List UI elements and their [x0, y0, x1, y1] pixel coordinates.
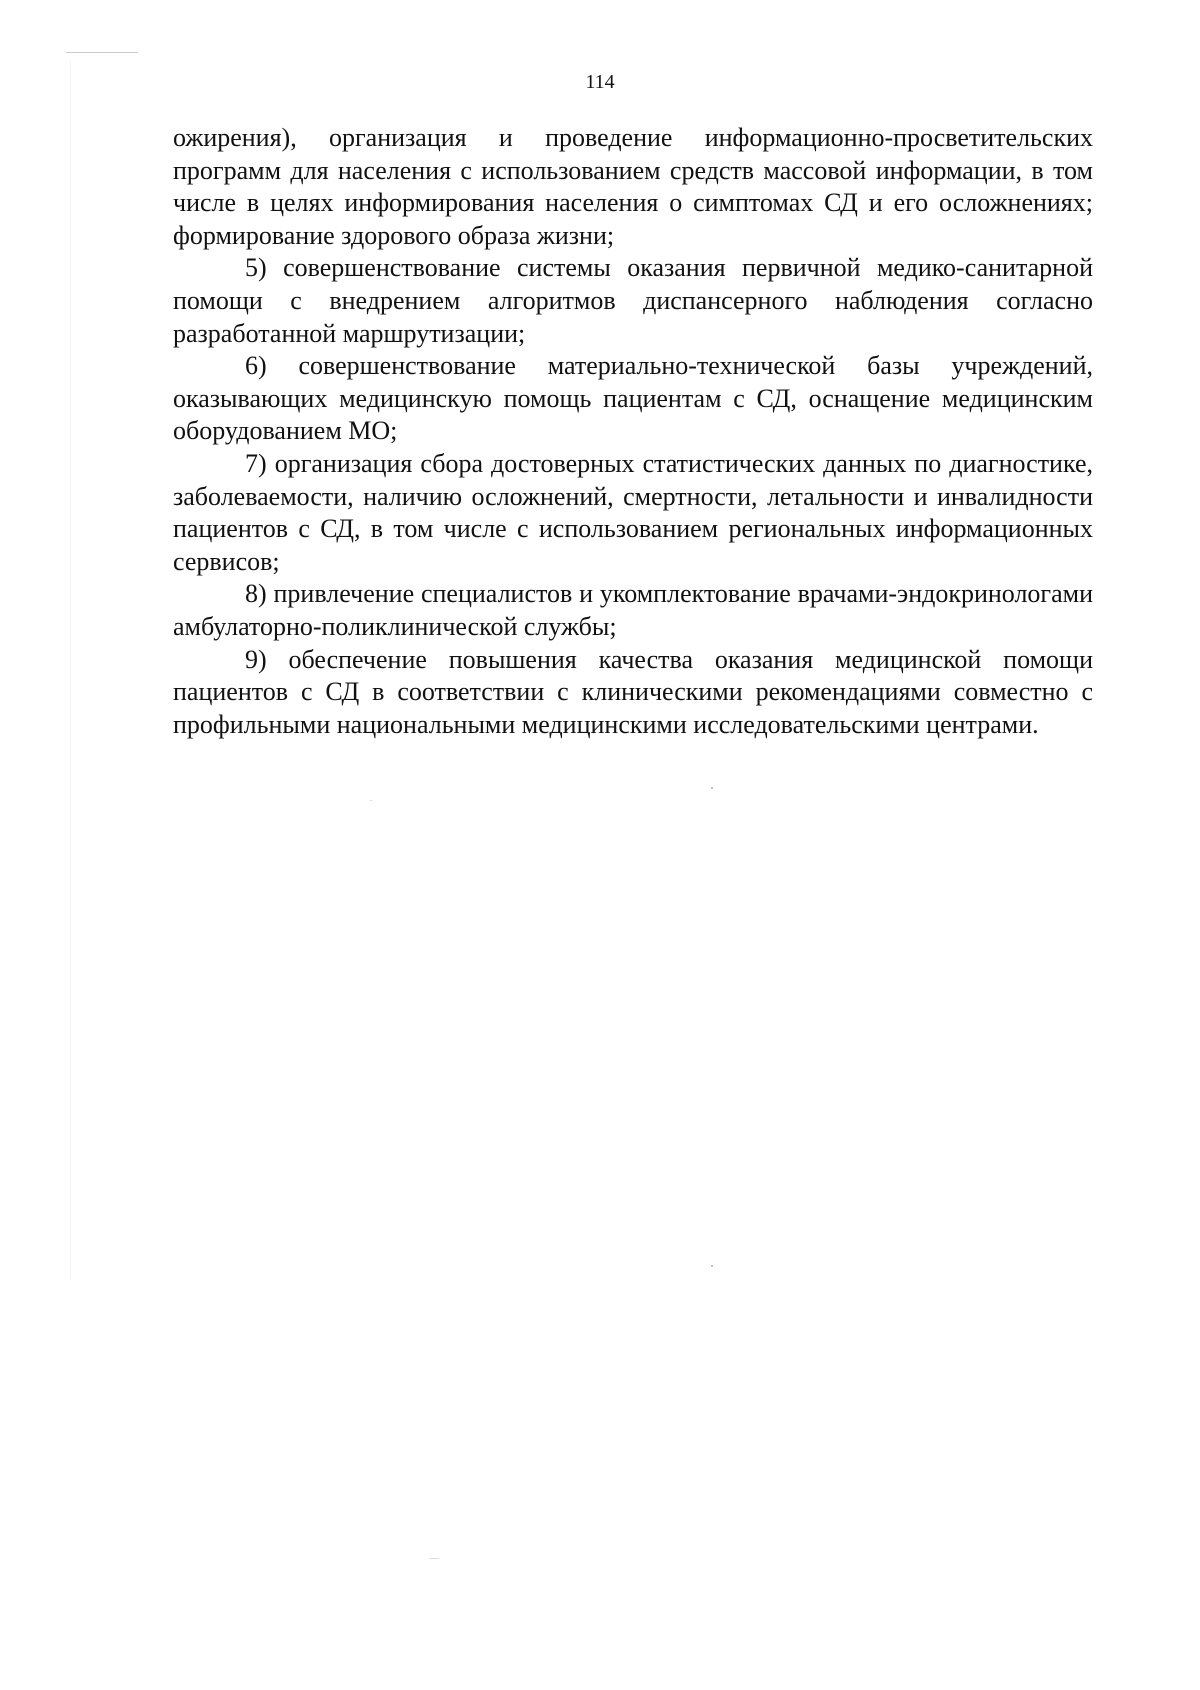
- scan-artifact: [66, 52, 138, 53]
- list-item-9: 9) обеспечение повышения качества оказания медицинской помощи пациентов с СД в соответствии с клиническими рекомендациями совместно с профильными национальными медицинскими исследовательскими центрами.: [173, 644, 1093, 739]
- scan-artifact: [711, 787, 713, 789]
- document-body: [173, 122, 1093, 741]
- page-number: 114: [585, 71, 615, 93]
- scan-artifact: [70, 60, 71, 1280]
- list-item-8: 8) привлечение специалистов и укомплектование врачами-эндокринологами амбулаторно-поликлинической службы;: [173, 579, 1093, 641]
- list-item-6: 6) совершенствование материально-технической базы учреждений, оказывающих медицинскую помощь пациентам с СД, оснащение медицинским оборудованием МО;: [173, 351, 1093, 446]
- scan-artifact: [711, 1265, 713, 1267]
- scan-artifact: [370, 800, 372, 801]
- scan-artifact: [429, 1558, 439, 1559]
- paragraph-continuation: ожирения), организация и проведение информационно-просветительских программ для населения с использованием средств массовой информации, в том числе в целях информирования населения о симптомах СД и его осложнениях; формирование здорового образа жизни;: [173, 123, 1093, 250]
- list-item-7: 7) организация сбора достоверных статистических данных по диагностике, заболеваемости, наличию осложнений, смертности, летальности и инвалидности пациентов с СД, в том числе с использованием региональных информационных сервисов;: [173, 448, 1093, 576]
- list-item-5: 5) совершенствование системы оказания первичной медико-санитарной помощи с внедрением алгоритмов диспансерного наблюдения согласно разработанной маршрутизации;: [173, 253, 1093, 348]
